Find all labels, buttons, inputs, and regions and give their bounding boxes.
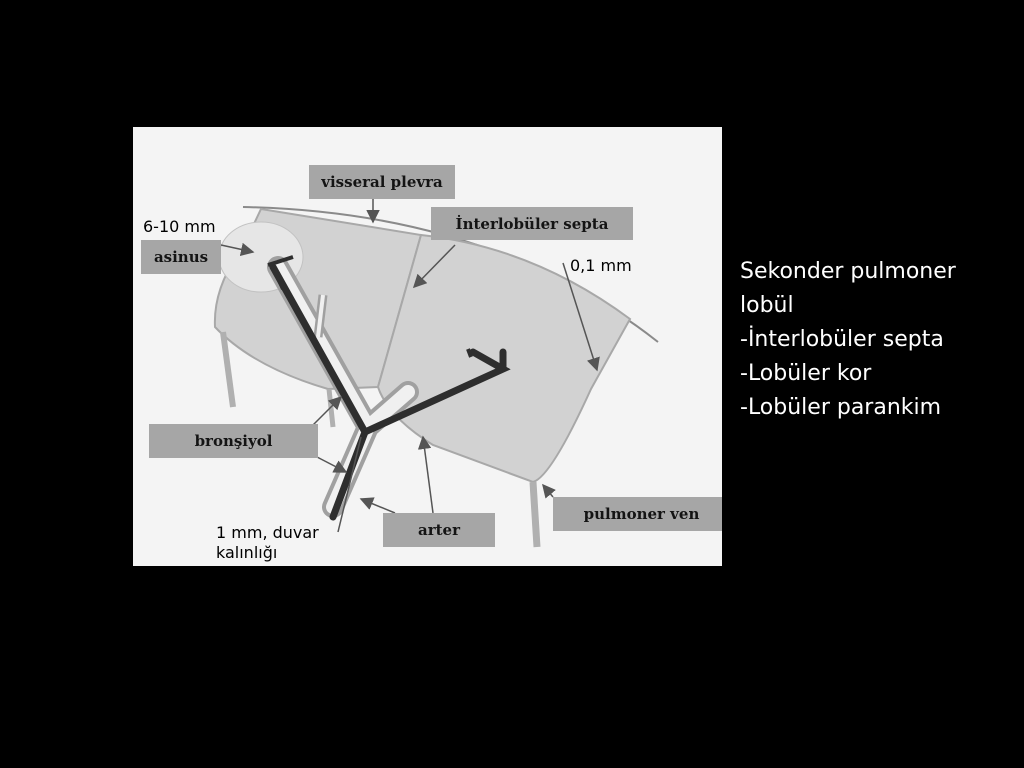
septum-vein: [533, 482, 537, 547]
side-note-line: Sekonder pulmoner: [740, 259, 956, 284]
pulmoner-ven-label: pulmoner ven: [553, 497, 722, 531]
septa-thickness-text: 0,1 mm: [570, 256, 632, 275]
acinus-size-text: 6-10 mm: [143, 217, 216, 236]
asinus-label: asinus: [141, 240, 221, 274]
lobule-diagram: [133, 127, 722, 566]
bronsiyol-label: bronşiyol: [149, 424, 318, 458]
visseral-plevra-label: visseral plevra: [309, 165, 455, 199]
side-note-line: lobül: [740, 293, 794, 318]
side-note-line: -Lobüler kor: [740, 361, 872, 386]
side-note-line: -İnterlobüler septa: [740, 327, 944, 352]
wall-thickness-text: 1 mm, duvar kalınlığı: [216, 523, 319, 562]
arter-label: arter: [383, 513, 495, 547]
interlobuler-septa-label: İnterlobüler septa: [431, 207, 633, 240]
side-note-line: -Lobüler parankim: [740, 395, 942, 420]
side-notes: [740, 255, 1020, 425]
